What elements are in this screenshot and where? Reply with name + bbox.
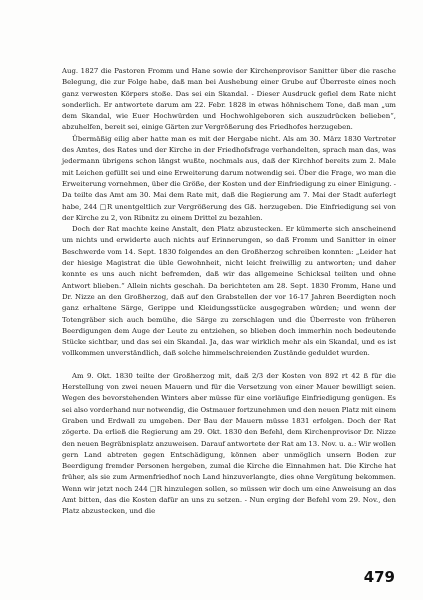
body-text [62,66,396,518]
paragraph-4: Am 9. Okt. 1830 teilte der Großherzog mit, daß 2/3 der Kosten von 892 rt 42 ß für die Herstellung von zwei neuen Mauern und für die Versetzung von einer Mauer bewilligt seien. Wegen des bevorstehenden Winters aber müsse für eine vorläufige Einfriedigung genügen. Es sei also vorderhand nur notwendig, die Ostmauer fortzunehmen und den neuen Platz mit einem Graben und Erdwall zu umgeben. Der Bau der Mauern müsse 1831 erfolgen. Doch der Rat zögerte. Da erließ die Regierung am 29. Okt. 1830 den Befehl, dem Kirchenprovisor Dr. Nizze den neuen Begräbnisplatz anzuweisen. Darauf antwortete der Rat am 13. Nov. u. a.: Wir wollen gern Land abtreten gegen Entschädigung, können aber unmöglich unsern Boden zur Beerdigung fremder Personen hergeben, zumal die Kirche die Einnahmen hat. Die Kirche hat früher, als sie zum Armenfriedhof noch Land hinzuverlangte, dies ohne Vergütung bekommen. Wenn wir jetzt noch 244 □R hinzulegen sollen, so müssen wir doch um eine Anweisung an das Amt bitten, das die Kosten dafür an uns zu setzen. - Nun erging der Befehl vom 29. Nov., den Platz abzustecken, und die [62,371,396,516]
page-number: 479 [363,568,395,586]
paragraph-2: Übermäßig eilig aber hatte man es mit der Hergabe nicht. Als am 30. März 1830 Vertreter des Amtes, des Rates und der Kirche in der Friedhofsfrage verhandelten, sprach man das, was jedermann übrigens schon längst wußte, nochmals aus, daß der Kirchhof bereits zum 2. Male mit Leichen gefüllt sei und eine Erweiterung darum notwendig sei. Über die Frage, wo man die Erweiterung vornehmen, über die Größe, der Kosten und der Einfriedigung zu einer Einigung. - Da teilte das Amt am 30. Mai dem Rate mit, daß die Regierung am 7. Mai der Stadt auferlegt habe, 244 □R unentgeltlich zur Vergrößerung des Gß. herzugeben. Die Einfriedigung sei von der Kirche zu 2, von Ribnitz zu einem Drittel zu bezahlen. [62,134,396,222]
paragraph-1: Aug. 1827 die Pastoren Fromm und Hane sowie der Kirchenprovisor Sanitter über die rasche Belegung, die zur Folge habe, daß man bei Aushebung einer Grube auf Überreste eines noch ganz verwesten Körpers stoße. Das sei ein Skandal. - Dieser Ausdruck gefiel dem Rate nicht sonderlich. Er antwortete darum am 22. Febr. 1828 in etwas höhnischem Tone, daß man „um dem Skandal, wie Euer Hochwürden und Hochwohlgeboren sich auszudrücken belieben“, abzuhelfen, bereit sei, einige Gärten zur Vergrößerung des Friedhofes herzugeben. [62,67,396,132]
paragraph-3: Doch der Rat machte keine Anstalt, den Platz abzustecken. Er kümmerte sich anscheinend um nichts und erwiderte auch nichts auf Erinnerungen, so daß Fromm und Sanitter in einer Beschwerde vom 14. Sept. 1830 folgendes an den Großherzog schreiben konnten: „Leider hat der hiesige Magistrat die üble Gewohnheit, nicht leicht freiwillig zu antworten; und daher konnte es uns auch nicht befremden, daß wir das allgemeine Schicksal teilten und ohne Antwort blieben.“ Allein nichts geschah. Da berichteten am 28. Sept. 1830 Fromm, Hane und Dr. Nizze an den Großherzog, daß auf den Grabstellen der vor 16-17 Jahren Beerdigten noch ganz erhaltene Särge, Gerippe und Kleidungsstücke ausgegraben würden; und wenn der Totengräber sich auch bemühe, die Särge zu zerschlagen und die Überreste von früheren Beerdigungen dem Auge der Leute zu entziehen, so blieben doch immerhin noch bedeutende Stücke sichtbar, und das sei ein Skandal. Ja, das war wirklich mehr als ein Skandal, und es ist vollkommen unverständlich, daß solche himmelschreienden Zustände geduldet wurden. [62,225,396,358]
